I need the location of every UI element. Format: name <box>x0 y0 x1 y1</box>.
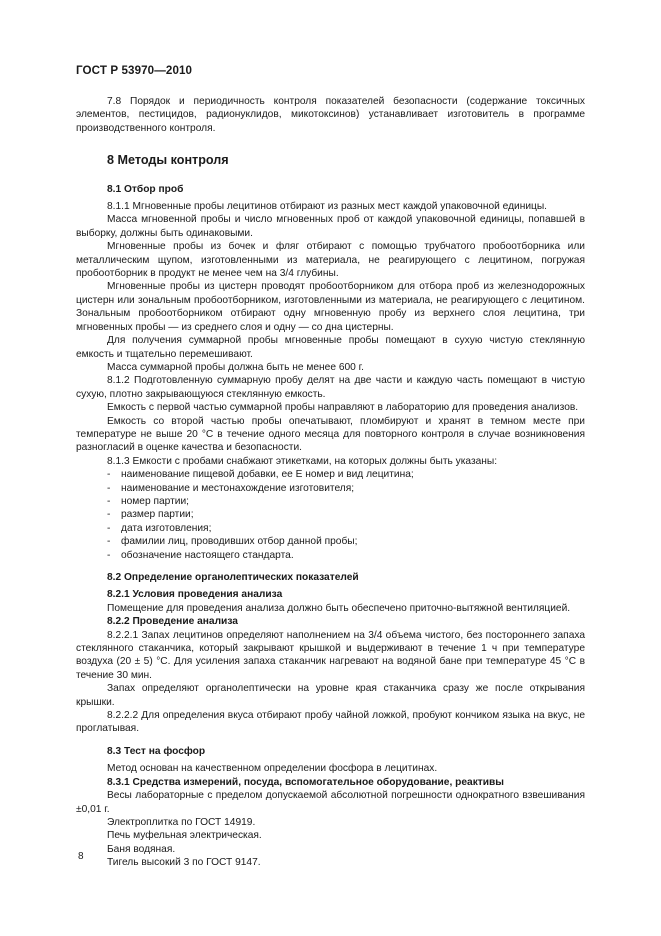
paragraph-8-2-2-2: 8.2.2.2 Для определения вкуса отбирают пробу чайной ложкой, пробуют кончиком языка на вкус, не проглатывая. <box>76 710 585 735</box>
paragraph: Помещение для проведения анализа должно быть обеспечено приточно-вытяжной вентиляцией. <box>107 602 571 614</box>
paragraph: Емкость с первой частью суммарной пробы направляют в лабораторию для проведения анализов. <box>107 402 579 414</box>
list-item: - дата изготовления; <box>107 522 212 534</box>
section-8-1-title: 8.1 Отбор проб <box>107 183 184 195</box>
paragraph-8-1-3: 8.1.3 Емкости с пробами снабжают этикетками, на которых должны быть указаны: <box>107 455 498 467</box>
list-item: - номер партии; <box>107 495 189 507</box>
paragraph: Весы лабораторные с пределом допускаемой абсолютной погрешности однократного взвешивания ±0,01 г. <box>76 790 585 815</box>
paragraph: Тигель высокий 3 по ГОСТ 9147. <box>107 857 261 869</box>
paragraph: Запах определяют органолептически на уровне края стаканчика сразу же после открывания крышки. <box>76 683 585 708</box>
document-body <box>76 95 585 870</box>
paragraph-8-1-1: 8.1.1 Мгновенные пробы лецитинов отбирают из разных мест каждой упаковочной единицы. <box>107 201 548 213</box>
subsection-8-2-1-title: 8.2.1 Условия проведения анализа <box>107 589 283 601</box>
list-item: - размер партии; <box>107 509 194 521</box>
paragraph-8-1-2: 8.1.2 Подготовленную суммарную пробу делят на две части и каждую часть помещают в чистую сухую, плотно закрывающуюся стеклянную емкость. <box>76 375 585 400</box>
paragraph-7-8: 7.8 Порядок и периодичность контроля показателей безопасности (содержание токсичных элементов, пестицидов, радионуклидов, микотоксинов) устанавливает изготовитель в программе производственного контроля. <box>76 96 585 134</box>
document-header: ГОСТ Р 53970—2010 <box>76 64 193 77</box>
subsection-8-2-2-title: 8.2.2 Проведение анализа <box>107 616 238 628</box>
section-8-title: 8 Методы контроля <box>107 153 229 168</box>
subsection-8-3-1-title: 8.3.1 Средства измерений, посуда, вспомогательное оборудование, реактивы <box>107 776 505 788</box>
paragraph: Масса суммарной пробы должна быть не менее 600 г. <box>107 361 364 373</box>
paragraph-8-2-2-1: 8.2.2.1 Запах лецитинов определяют наполнением на 3/4 объема чистого, без постороннего запаха стеклянного стаканчика, который закрывают крышкой и выдерживают в течение 1 ч при температуре воздуха (20 ± 5) °С. Для усиления запаха стаканчик нагревают на водяной бане при температуре 45 °С в течение 30 мин. <box>76 629 585 681</box>
paragraph: Мгновенные пробы из цистерн проводят пробоотборником для отбора проб из железнодорожных цистерн или зональным пробоотборником, изготовленными из материала, не реагирующего с лецитином. Зональным пробоотборником отбирают одну мгновенную пробу из верхнего слоя лецитина, три мгновенных пробы — из среднего слоя и одну — со дна цистерны. <box>76 281 585 333</box>
list-item: - наименование пищевой добавки, ее Е номер и вид лецитина; <box>107 469 414 481</box>
page-number: 8 <box>78 851 84 862</box>
paragraph: Мгновенные пробы из бочек и фляг отбирают с помощью трубчатого пробоотборника или металлическим щупом, изготовленными из материала, не реагирующего с лецитином, погружая пробоотборник в продукт не менее чем на 3/4 глубины. <box>76 241 585 280</box>
list-item: - обозначение настоящего стандарта. <box>107 549 294 561</box>
section-8-3-title: 8.3 Тест на фосфор <box>107 745 206 757</box>
paragraph: Баня водяная. <box>107 843 176 855</box>
list-item: - фамилии лиц, проводивших отбор данной пробы; <box>107 536 358 548</box>
paragraph: Печь муфельная электрическая. <box>107 830 262 842</box>
section-8-2-title: 8.2 Определение органолептических показателей <box>107 572 359 583</box>
paragraph: Электроплитка по ГОСТ 14919. <box>107 816 256 828</box>
paragraph: Метод основан на качественном определении фосфора в лецитинах. <box>107 763 438 775</box>
list-item: - наименование и местонахождение изготовителя; <box>107 482 355 494</box>
paragraph: Для получения суммарной пробы мгновенные пробы помещают в сухую чистую стеклянную емкость и тщательно перемешивают. <box>76 335 585 360</box>
paragraph: Емкость со второй частью пробы опечатывают, пломбируют и хранят в темном месте при температуре не выше 20 °С в течение одного месяца для повторного контроля в случае возникновения разногласий в оценке качества и безопасности. <box>76 415 585 454</box>
paragraph: Масса мгновенной пробы и число мгновенных проб от каждой упаковочной единицы, попавшей в выборку, должны быть одинаковыми. <box>76 214 585 239</box>
